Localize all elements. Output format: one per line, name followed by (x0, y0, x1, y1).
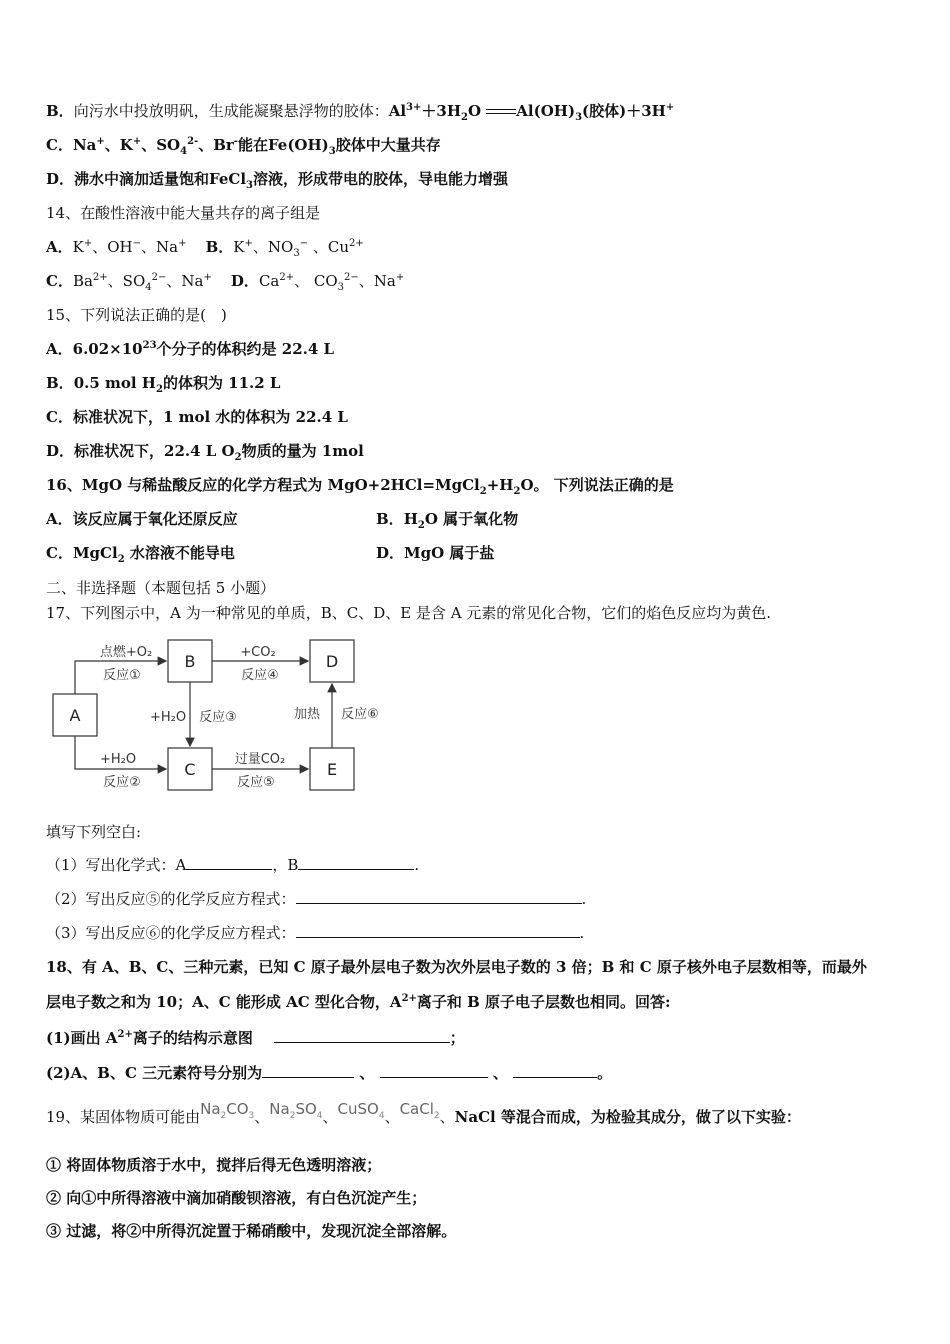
r4-top: +CO₂ (240, 645, 276, 660)
q15-stem: 15、下列说法正确的是( ) (46, 306, 227, 324)
r3-left: +H₂O (149, 710, 187, 725)
q16-option-a: A．该反应属于氧化还原反应 (46, 510, 238, 528)
r3-right: 反应③ (199, 710, 237, 725)
r2-top: +H₂O (99, 752, 137, 767)
r4-bottom: 反应④ (241, 668, 279, 683)
q15-option-d: D．标准状况下，22.4 L $O_2$物质的量为 1mol (46, 442, 364, 463)
formula-na2co3: $Na_2CO_3$ (200, 1100, 255, 1121)
q17-stem: 17、下列图示中，A 为一种常见的单质，B、C、D、E 是含 A 元素的常见化合物，它们的焰色反应均为黄色. (46, 604, 772, 622)
q17-part1: （1）写出化学式：A ，B . (46, 856, 420, 874)
formula-cacl2: CaCl$_2$ (399, 1100, 440, 1121)
q16-option-b: B．$H_2O$ 属于氧化物 (376, 510, 519, 531)
answer-blank-reaction6[interactable] (296, 923, 580, 938)
q19-step2: ② 向①中所得溶液中滴加硝酸钡溶液，有白色沉淀产生； (46, 1189, 427, 1207)
q13-option-d: D．沸水中滴加适量饱和FeCl$_3$溶液，形成带电的胶体，导电能力增强 (46, 170, 509, 191)
q16-option-c: C．MgCl$_2$ 水溶液不能导电 (46, 544, 235, 565)
q15-option-a: A．$6.02\times 10^{23}$个分子的体积约是 22.4 L (46, 340, 335, 358)
q19-step1: ① 将固体物质溶于水中，搅拌后得无色透明溶液； (46, 1156, 382, 1174)
answer-blank-element-a[interactable] (262, 1063, 354, 1078)
r6-left: 加热 (293, 707, 321, 722)
q14-options-ab: A．K+、OH−、Na+ B．K+、$NO_3^-$ 、$Cu^{2+}$ (46, 238, 364, 259)
node-a-label: A (69, 706, 81, 725)
q17-part3: （3）写出反应⑥的化学反应方程式： . (46, 924, 585, 942)
equilibrium-arrow-icon (486, 108, 516, 116)
q15-option-b: B．0.5 mol $H_2$的体积为 11.2 L (46, 374, 281, 395)
r2-bottom: 反应② (103, 775, 141, 790)
q18-stem-line1: 18、有 A、B、C、三种元素，已知 C 原子最外层电子数为次外层电子数的 3 倍；B 和 C 原子核外电子层数相等，而最外 (46, 958, 867, 976)
r1-top: 点燃+O₂ (99, 645, 153, 660)
node-b-label: B (184, 652, 196, 671)
q17-fill-instructions: 填写下列空白: (46, 823, 142, 841)
q16-stem: 16、MgO 与稀盐酸反应的化学方程式为 $MgO+2HCl=MgCl_2+H_2O$。 下列说法正确的是 (46, 476, 674, 497)
reaction-diagram (48, 634, 388, 794)
q13-option-b: B．向污水中投放明矾，生成能凝聚悬浮物的胶体：$Al^{3+}+3H_2O$ $Al(OH)_3$(胶体)＋3H+ (46, 102, 675, 123)
answer-blank-element-c[interactable] (513, 1063, 597, 1078)
q19-stem: 19、某固体物质可能由$Na_2CO_3$、$Na_2SO_4$、CuSO$_4$、CaCl$_2$、NaCl 等混合而成，为检验其成分，做了以下实验： (46, 1100, 801, 1126)
q16-option-d: D．MgO 属于盐 (376, 544, 495, 562)
answer-blank-element-b[interactable] (380, 1063, 488, 1078)
answer-blank-structure[interactable] (274, 1028, 450, 1043)
q15-option-c: C．标准状况下，1 mol 水的体积为 22.4 L (46, 408, 348, 426)
formula-na2so4: $Na_2SO_4$ (269, 1100, 323, 1121)
q17-part2: （2）写出反应⑤的化学反应方程式： . (46, 890, 587, 908)
answer-blank-a[interactable] (186, 855, 272, 870)
r1-bottom: 反应① (103, 668, 141, 683)
node-e-label: E (326, 760, 338, 779)
answer-blank-b[interactable] (298, 855, 414, 870)
q19-step3: ③ 过滤，将②中所得沉淀置于稀硝酸中，发现沉淀全部溶解。 (46, 1222, 457, 1240)
q18-part2: (2)A、B、C 三元素符号分别为 、 、 。 (46, 1064, 613, 1082)
section-heading: 二、非选择题（本题包括 5 小题） (46, 579, 276, 597)
q14-options-cd: C．$Ba^{2+}$、$SO_4^{2-}$、Na+ D．$Ca^{2+}$、 $CO_3^{2-}$、Na+ (46, 272, 405, 293)
q13-option-c: C．Na+、K+、$SO_4^{2-}$、Br-能在$Fe(OH)_3$胶体中大量共存 (46, 136, 441, 157)
node-c-label: C (184, 760, 196, 779)
r5-top: 过量CO₂ (234, 752, 286, 767)
formula-cuso4: CuSO$_4$ (337, 1100, 385, 1121)
r5-bottom: 反应⑤ (237, 775, 275, 790)
q18-part1: (1)画出 $A^{2+}$离子的结构示意图 ； (46, 1029, 465, 1047)
answer-blank-reaction5[interactable] (296, 889, 582, 904)
node-d-label: D (325, 652, 339, 671)
r6-right: 反应⑥ (341, 707, 379, 722)
q18-stem-line2: 层电子数之和为 10；A、C 能形成 AC 型化合物，$A^{2+}$离子和 B 原子电子层数也相同。回答: (46, 993, 671, 1011)
q14-stem: 14、在酸性溶液中能大量共存的离子组是 (46, 204, 321, 222)
